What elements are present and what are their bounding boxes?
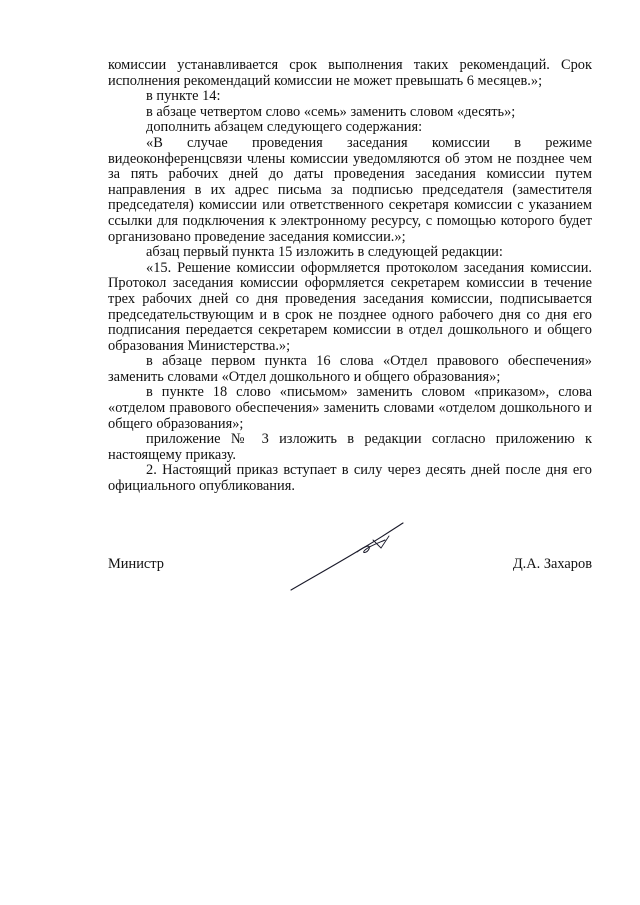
- paragraph-11: 2. Настоящий приказ вступает в силу через десять дней после дня его официального опубликования.: [108, 462, 592, 495]
- paragraph-8: в абзаце первом пункта 16 слова «Отдел правового обеспечения» заменить словами «Отдел дошкольного и общего образования»;: [108, 353, 592, 385]
- paragraph-4: дополнить абзацем следующего содержания:: [146, 119, 423, 136]
- signature-stroke-loop: [357, 540, 385, 553]
- paragraph-2: в пункте 14:: [146, 88, 221, 105]
- paragraph-5: «В случае проведения заседания комиссии в режиме видеоконференцсвязи члены комиссии уведомляются об этом не позднее чем за пять рабочих дней до даты проведения заседания комиссии путем направления в их адрес письма за подписью председателя (заместителя председателя) комиссии или ответственного секретаря комиссии с указанием ссылки для подключения к электронному ресурсу, с помощью которого будет организовано проведение заседания комиссии.»;: [108, 134, 592, 245]
- document-body: [108, 58, 592, 495]
- paragraph-1: комиссии устанавливается срок выполнения таких рекомендаций. Срок исполнения рекомендаций комиссии не может превышать 6 месяцев.»;: [108, 57, 592, 89]
- signature-block: [108, 556, 592, 576]
- signer-name: Д.А. Захаров: [512, 556, 592, 572]
- paragraph-10: приложение № 3 изложить в редакции согласно приложению к настоящему приказу.: [108, 431, 592, 463]
- signer-position: Министр: [108, 556, 164, 572]
- paragraph-6: абзац первый пункта 15 изложить в следующей редакции:: [146, 244, 503, 261]
- paragraph-7: «15. Решение комиссии оформляется протоколом заседания комиссии. Протокол заседания комиссии оформляется секретарем комиссии в течение трех рабочих дней со дня проведения заседания комиссии, подписывается председательствующим и в срок не позднее одного рабочего дня со дня его подписания передается секретарем комиссии в отдел дошкольного и общего образования Министерства.»;: [108, 259, 592, 354]
- paragraph-3: в абзаце четвертом слово «семь» заменить словом «десять»;: [146, 103, 516, 120]
- paragraph-9: в пункте 18 слово «письмом» заменить словом «приказом», слова «отделом правового обеспечения» заменить словами «отделом дошкольного и общего образования»;: [108, 384, 592, 432]
